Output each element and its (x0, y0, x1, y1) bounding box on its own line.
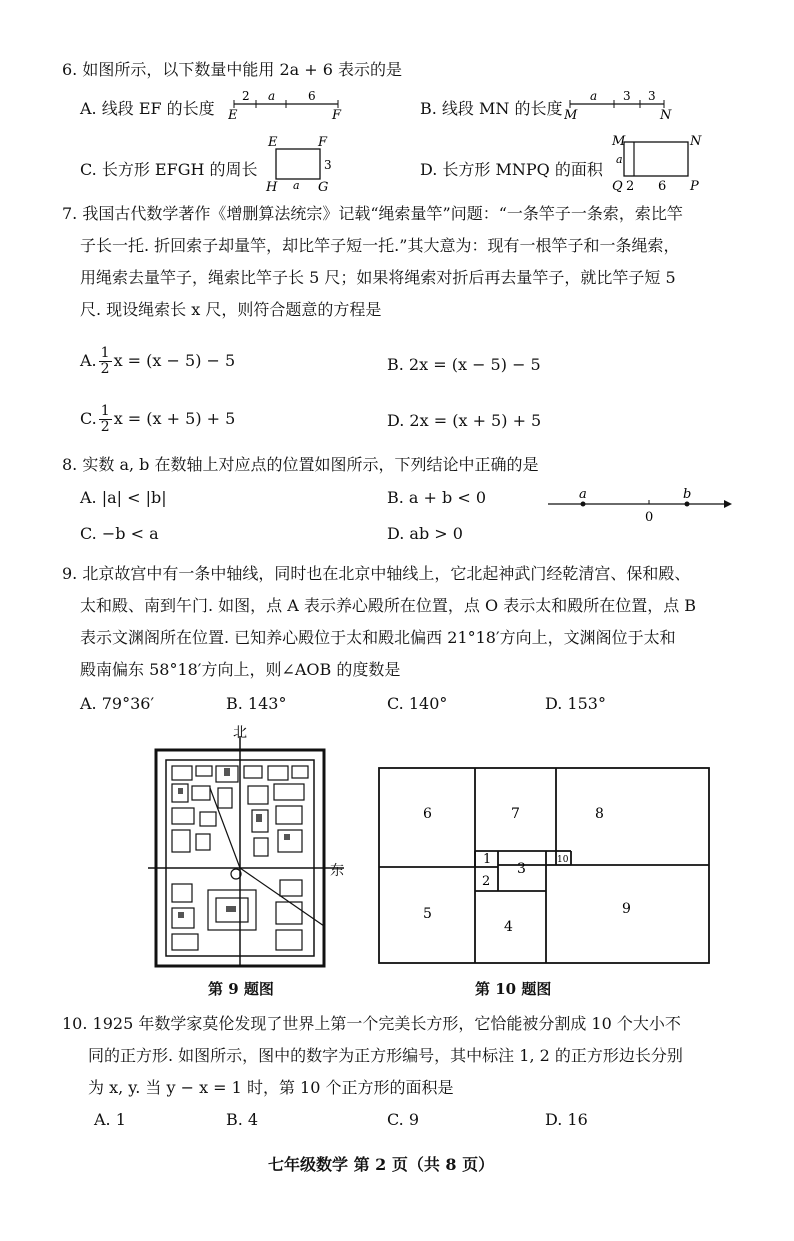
q6a-seg-1: 2 (242, 89, 250, 103)
q7-stem (62, 198, 782, 326)
q6-option-d: D. 长方形 MNPQ 的面积 (420, 160, 603, 179)
fig10-square-6: 6 (423, 806, 432, 822)
q7-option-c: C. $\frac{1}{2}$ x = (x + 5) + 5 (80, 403, 236, 435)
fig10-perfect-rectangle (378, 767, 712, 967)
q6d-tr: N (690, 134, 702, 149)
q7-option-b: B. 2x = (x − 5) − 5 (387, 355, 541, 374)
q6d-tl: M (612, 134, 626, 149)
q7-option-a: A. $\frac{1}{2}$ x = (x − 5) − 5 (80, 345, 236, 377)
q10-stem (62, 1008, 782, 1104)
q6c-br: G (318, 180, 329, 194)
q9-option-c: C. 140° (387, 694, 448, 713)
q10-option-c: C. 9 (387, 1110, 420, 1129)
fig10-square-2: 2 (482, 874, 491, 889)
q6d-br: P (690, 179, 699, 194)
q10-line-2: 同的正方形. 如图所示，图中的数字为正方形编号，其中标注 1, 2 的正方形边长分别 (88, 1046, 683, 1065)
q8-option-a: A. |a| < |b| (80, 488, 167, 507)
fig10-square-10: 10 (557, 855, 569, 865)
q6a-seg-2: a (268, 89, 276, 103)
q9-line-4: 殿南偏东 58°18′方向上，则∠AOB 的度数是 (80, 660, 401, 679)
fig9-palace-map (148, 722, 358, 972)
q6c-tl: E (268, 135, 278, 150)
q6-option-b: B. 线段 MN 的长度 (420, 99, 563, 118)
q6-option-c: C. 长方形 EFGH 的周长 (80, 160, 258, 179)
q6c-bottom: a (293, 179, 300, 192)
fig9-caption: 第 9 题图 (208, 980, 274, 998)
q10-option-a: A. 1 (94, 1110, 126, 1129)
fig10-square-5: 5 (423, 906, 432, 922)
q6d-b1: 2 (626, 179, 635, 194)
q6b-right: N (660, 108, 672, 122)
q7-line-4: 尺. 现设绳索长 x 尺，则符合题意的方程是 (80, 300, 382, 319)
fig10-square-3: 3 (517, 861, 526, 877)
q9-line-1: 9. 北京故宫中有一条中轴线，同时也在北京中轴线上，它北起神武门经乾清宫、保和殿、 (62, 564, 691, 583)
q9-line-2: 太和殿、南到午门. 如图，点 A 表示养心殿所在位置，点 O 表示太和殿所在位置，点 B (80, 596, 697, 615)
q8-option-d: D. ab > 0 (387, 524, 463, 543)
q8-stem: 8. 实数 a, b 在数轴上对应点的位置如图所示，下列结论中正确的是 (62, 455, 539, 474)
q9-option-d: D. 153° (545, 694, 606, 713)
q9-stem (62, 558, 782, 686)
page-footer: 七年级数学 第 2 页（共 8 页） (268, 1155, 495, 1174)
q6b-seg-2: 3 (623, 89, 631, 103)
q6a-right: F (332, 108, 342, 122)
q8-option-b: B. a + b < 0 (387, 488, 487, 507)
fig10-caption: 第 10 题图 (475, 980, 552, 998)
fig10-square-9: 9 (622, 901, 631, 917)
fig10-square-4: 4 (504, 919, 513, 935)
q6-figure-c (264, 134, 338, 194)
fig10-square-8: 8 (595, 806, 604, 822)
q9-line-3: 表示文渊阁所在位置. 已知养心殿位于太和殿北偏西 21°18′方向上，文渊阁位于太和 (80, 628, 676, 647)
q6a-left: E (228, 108, 238, 122)
q8-point-b: b (683, 487, 692, 502)
q8-zero: 0 (645, 510, 654, 524)
q6c-bl: H (266, 180, 278, 194)
q6c-tr: F (318, 135, 328, 150)
q6-figure-d (610, 130, 706, 194)
q7-line-1: 7. 我国古代数学著作《增删算法统宗》记载“绳索量竿”问题：“一条竿子一条索，索比竿 (62, 204, 683, 223)
fig9-east-label: 东 (330, 863, 344, 879)
q7-line-3: 用绳索去量竿子，绳索比竿子长 5 尺；如果将绳索对折后再去量竿子，就比竿子短 5 (80, 268, 676, 287)
q6d-side: a (616, 153, 623, 166)
fig10-square-1: 1 (483, 852, 492, 867)
q10-option-b: B. 4 (226, 1110, 259, 1129)
q6-figure-b (564, 88, 674, 122)
fig9-north-label: 北 (233, 725, 247, 741)
q7-option-d: D. 2x = (x + 5) + 5 (387, 411, 542, 430)
q8-number-line (546, 484, 732, 524)
q10-line-3: 为 x, y. 当 y − x = 1 时，第 10 个正方形的面积是 (88, 1078, 454, 1097)
q6d-b2: 6 (658, 179, 667, 194)
q6c-side: 3 (324, 158, 332, 172)
q8-option-c: C. −b < a (80, 524, 159, 543)
q6b-seg-3: 3 (648, 89, 656, 103)
q10-line-1: 10. 1925 年数学家莫伦发现了世界上第一个完美长方形，它恰能被分割成 10 个大小不 (62, 1014, 681, 1033)
q6d-bl: Q (612, 179, 623, 194)
q6b-seg-1: a (590, 89, 598, 103)
q6-stem: 6. 如图所示，以下数量中能用 2a + 6 表示的是 (62, 60, 403, 79)
q6b-left: M (564, 108, 578, 122)
q9-option-b: B. 143° (226, 694, 287, 713)
q8-point-a: a (579, 487, 587, 502)
q10-option-d: D. 16 (545, 1110, 588, 1129)
q7-line-2: 子长一托. 折回索子却量竿，却比竿子短一托.”其大意为：现有一根竿子和一条绳索， (80, 236, 680, 255)
q6-figure-a (228, 86, 348, 122)
q6a-seg-3: 6 (308, 89, 316, 103)
q6-option-a: A. 线段 EF 的长度 (80, 99, 215, 118)
fig10-square-7: 7 (511, 806, 520, 822)
q9-option-a: A. 79°36′ (80, 694, 155, 713)
